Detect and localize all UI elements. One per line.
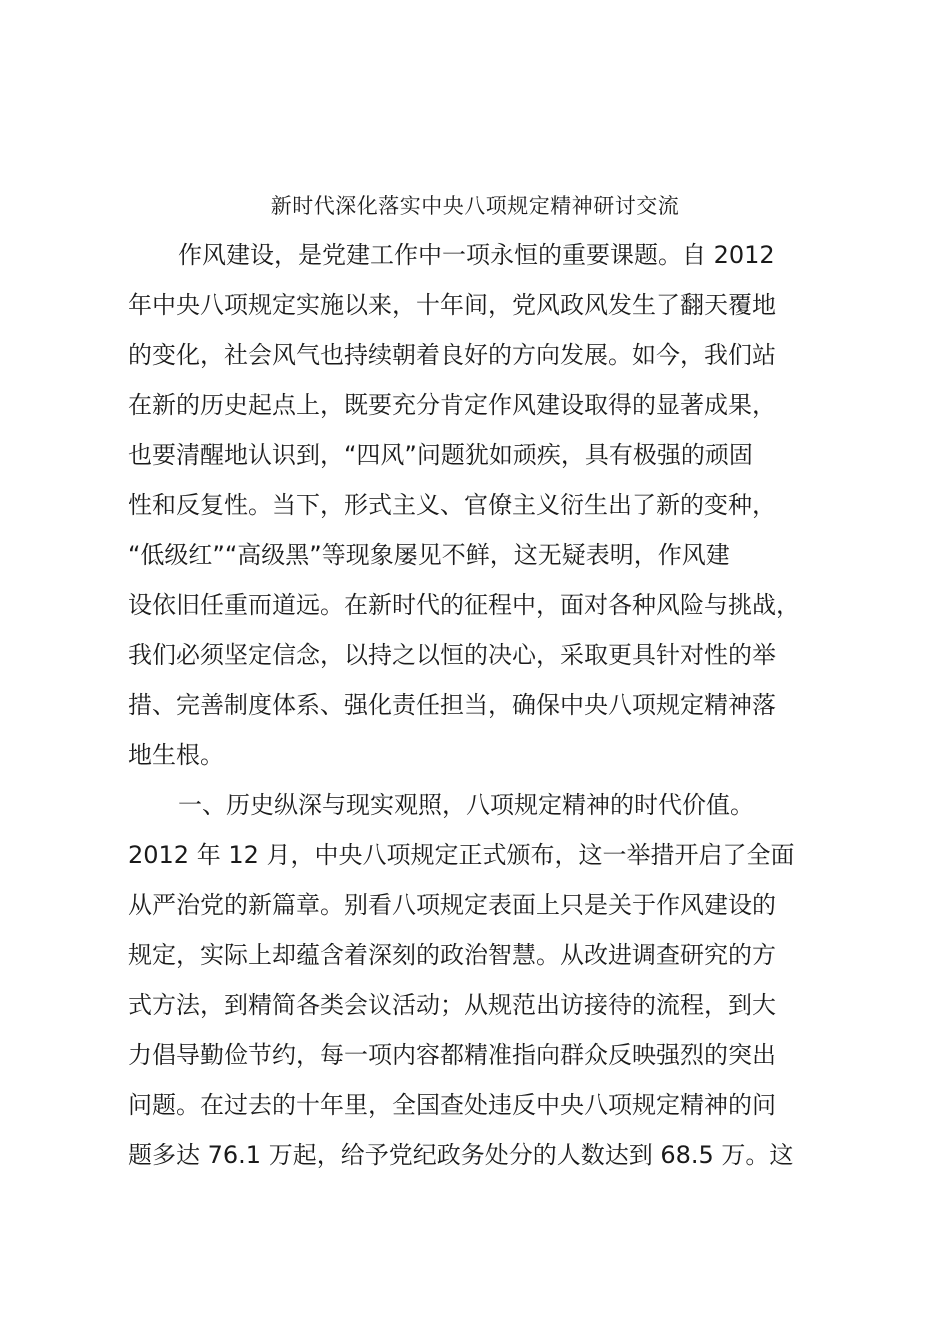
paragraph-line: 问题。在过去的十年里，全国查处违反中央八项规定精神的问 <box>128 1091 776 1119</box>
paragraph-line: “低级红”“高级黑”等现象屡见不鲜，这无疑表明，作风建 <box>128 541 730 569</box>
paragraph-line: 措、完善制度体系、强化责任担当，确保中央八项规定精神落 <box>128 691 776 719</box>
paragraph-line: 题多达 76.1 万起，给予党纪政务处分的人数达到 68.5 万。这 <box>128 1141 794 1169</box>
paragraph-line: 的变化，社会风气也持续朝着良好的方向发展。如今，我们站 <box>128 341 776 369</box>
paragraph-line: 力倡导勤俭节约，每一项内容都精准指向群众反映强烈的突出 <box>128 1041 776 1069</box>
paragraph-line: 2012 年 12 月，中央八项规定正式颁布，这一举措开启了全面 <box>128 841 795 869</box>
paragraph-line: 在新的历史起点上，既要充分肯定作风建设取得的显著成果， <box>128 391 776 419</box>
paragraph-line: 设依旧任重而道远。在新时代的征程中，面对各种风险与挑战， <box>128 591 800 619</box>
paragraph-line: 作风建设，是党建工作中一项永恒的重要课题。自 2012 <box>178 241 775 269</box>
paragraph-line: 我们必须坚定信念，以持之以恒的决心，采取更具针对性的举 <box>128 641 776 669</box>
paragraph-line: 性和反复性。当下，形式主义、官僚主义衍生出了新的变种， <box>128 491 776 519</box>
document-title: 新时代深化落实中央八项规定精神研讨交流 <box>270 194 680 218</box>
paragraph-line: 年中央八项规定实施以来，十年间，党风政风发生了翻天覆地 <box>128 291 776 319</box>
paragraph-line: 式方法，到精简各类会议活动；从规范出访接待的流程，到大 <box>128 991 776 1019</box>
paragraph-line: 规定，实际上却蕴含着深刻的政治智慧。从改进调查研究的方 <box>128 941 776 969</box>
section-heading: 一、历史纵深与现实观照，八项规定精神的时代价值。 <box>178 791 754 819</box>
paragraph-line: 也要清醒地认识到，“四风”问题犹如顽疾，具有极强的顽固 <box>128 441 753 469</box>
paragraph-line: 从严治党的新篇章。别看八项规定表面上只是关于作风建设的 <box>128 891 776 919</box>
paragraph-line: 地生根。 <box>128 741 224 769</box>
